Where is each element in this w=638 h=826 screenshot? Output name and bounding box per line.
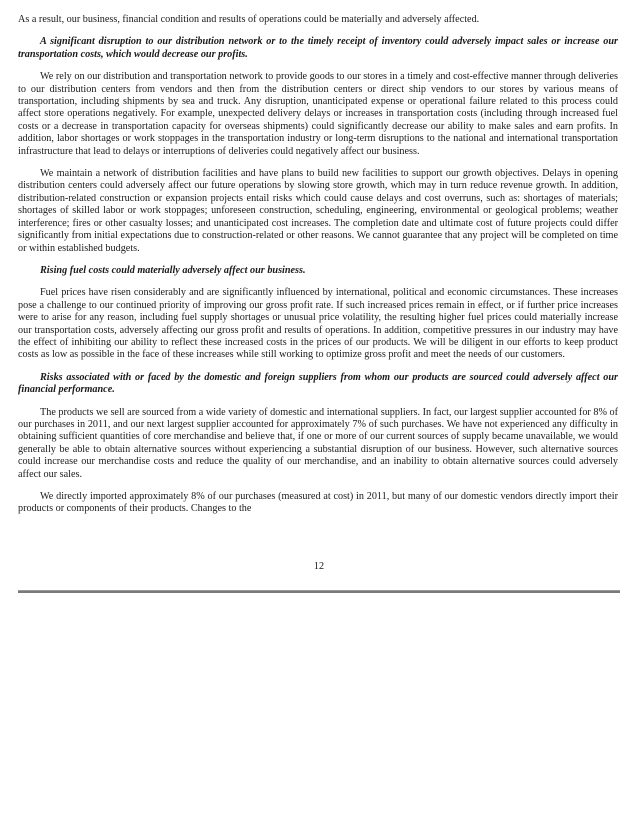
page-divider: [18, 590, 620, 593]
risk-heading-fuel-costs: Rising fuel costs could materially adversely affect our business.: [40, 264, 306, 276]
page-content: [18, 14, 618, 516]
paragraph-result-summary: As a result, our business, financial condition and results of operations could be materially and adversely affected.: [18, 14, 480, 25]
risk-heading-suppliers: Risks associated with or faced by the domestic and foreign suppliers from whom our products are sourced could adversely affect our financial performance.: [18, 371, 618, 396]
paragraph-fuel-prices: Fuel prices have risen considerably and are significantly influenced by international, political and economic circumstances. These increases pose a challenge to our continued priority of improving our gross profit rate. If such increased prices remain in effect, or if further price increases were to arise for any reason, including fuel supply shortages or unusual price volatility, the resulting higher fuel prices could materially increase our transportation costs, adversely affecting our gross profit and results of operations. In addition, competitive pressures in our industry may have the effect of inhibiting our ability to reflect these increased costs in the prices of our products. We will be diligent in our efforts to keep product costs as low as possible in the face of these increases while still working to optimize gross profit and meet the needs of our customers.: [18, 287, 618, 361]
paragraph-distribution-network: We rely on our distribution and transportation network to provide goods to our stores in a timely and cost-effective manner through deliveries to our distribution centers from vendors and then from the distribution centers or direct ship vendors to our stores by various means of transportation, including shipments by sea and truck. Any disruption, unanticipated expense or operational failure related to this process could affect store operations negatively. For example, unexpected delivery delays or increases in transportation costs (including through increased fuel costs or a decrease in transportation capacity for overseas shipments) could significantly decrease our ability to make sales and earn profits. In addition, labor shortages or work stoppages in the transportation industry or long-term disruptions to the national and international transportation infrastructure that lead to delays or interruptions of deliveries could negatively affect our business.: [18, 71, 618, 157]
paragraph-direct-imports: We directly imported approximately 8% of our purchases (measured at cost) in 2011, but many of our domestic vendors directly import their products or components of their products. Changes to the: [18, 491, 618, 515]
page-number: 12: [313, 561, 325, 572]
paragraph-suppliers: The products we sell are sourced from a wide variety of domestic and international suppliers. In fact, our largest supplier accounted for 8% of our purchases in 2011, and our next largest supplier accounted for approximately 7% of such purchases. We have not experienced any difficulty in obtaining sufficient quantities of core merchandise and believe that, if one or more of our current sources of supply became unavailable, we would generally be able to obtain alternative sources without experiencing a substantial disruption of our business. However, such alternative sources could increase our merchandise costs and reduce the quality of our merchandise, and an inability to obtain alternative sources could adversely affect our sales.: [18, 406, 618, 480]
paragraph-distribution-facilities: We maintain a network of distribution facilities and have plans to build new facilities to support our growth objectives. Delays in opening distribution centers could adversely affect our future operations by slowing store growth, which may in turn reduce revenue growth. In addition, distribution-related construction or expansion projects entail risks which could cause delays and cost overruns, such as: shortages of materials; shortages of skilled labor or work stoppages; unforeseen construction, scheduling, engineering, environmental or geological problems; weather interference; fires or other casualty losses; and unanticipated cost increases. The completion date and ultimate cost of future projects could differ significantly from initial expectations due to construction-related or other reasons. We cannot guarantee that any project will be completed on time or within established budgets.: [18, 168, 618, 254]
risk-heading-distribution: A significant disruption to our distribution network or to the timely receipt of inventory could adversely impact sales or increase our transportation costs, which would decrease our profits.: [18, 36, 618, 60]
